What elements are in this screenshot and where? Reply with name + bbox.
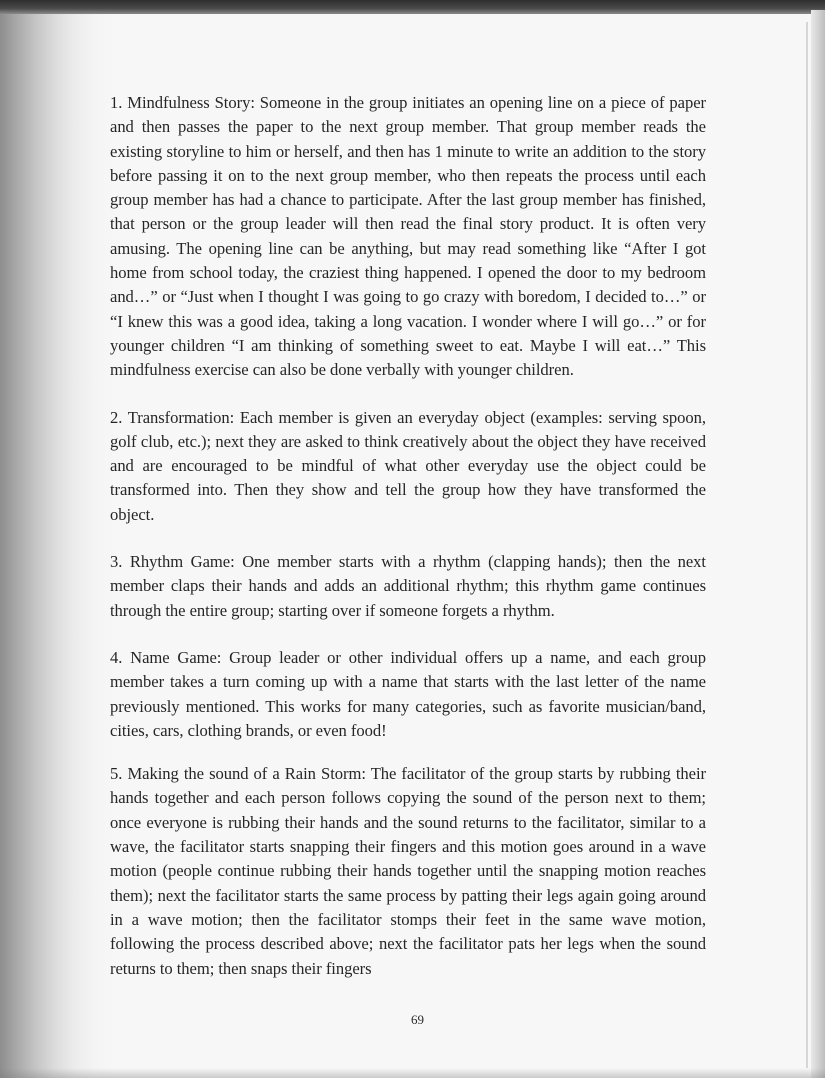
paragraph-name-game: 4. Name Game: Group leader or other individual offers up a name, and each group member takes a turn coming up with a name that starts with the last letter of the name previously mentioned. This works for many categories, such as favorite musician/band, cities, cars, clothing brands, or even food! <box>110 647 706 740</box>
page-edge-line <box>806 22 808 1068</box>
page-number: 69 <box>411 1012 424 1027</box>
paragraph-rhythm-game: 3. Rhythm Game: One member starts with a rhythm (clapping hands); then the next member claps their hands and adds an additional rhythm; this rhythm game continues through the entire group; starting over if someone forgets a rhythm. <box>110 552 706 620</box>
page-right-edge <box>811 10 825 1078</box>
scan-top-shadow <box>0 0 825 14</box>
paragraph-transformation: 2. Transformation: Each member is given an everyday object (examples: serving spoon, golf club, etc.); next they are asked to think creatively about the object they have received and are encouraged to be mindful of what other everyday use the object could be transformed into. Then they show and tell the group how they have transformed the object. <box>110 407 706 524</box>
paragraph-mindfulness-story: 1. Mindfulness Story: Someone in the group initiates an opening line on a piece of paper and then passes the paper to the next group member. That group member reads the existing storyline to him or herself, and then has 1 minute to write an addition to the story before passing it on to the next group member, who then repeats the process until each group member has had a chance to participate. After the last group member has finished, that person or the group leader will then read the final story product. It is often very amusing. The opening line can be anything, but may read something like “After I got home from school today, the craziest thing happened. I opened the door to my bedroom and…” or “Just when I thought I was going to go crazy with boredom, I decided to…” or “I knew this was a good idea, taking a long vacation. I wonder where I will go…” or for younger children “I am thinking of something sweet to eat. Maybe I will eat…” This mindfulness exercise can also be done verbally with younger children. <box>110 93 706 380</box>
body-text <box>110 91 706 981</box>
page-bottom-shadow <box>0 1068 825 1078</box>
paragraph-rain-storm: 5. Making the sound of a Rain Storm: The facilitator of the group starts by rubbing their hands together and each person follows copying the sound of the person next to them; once everyone is rubbing their hands and the sound returns to the facilitator, similar to a wave, the facilitator starts snapping their fingers and this motion goes around in a wave motion (people continue rubbing their hands together until the snapping motion reaches them); next the facilitator starts the same process by patting their legs again going around in a wave motion; then the facilitator stomps their feet in the same wave motion, following the process described above; next the facilitator pats her legs when the sound returns to them; then snaps their fingers <box>110 764 706 978</box>
